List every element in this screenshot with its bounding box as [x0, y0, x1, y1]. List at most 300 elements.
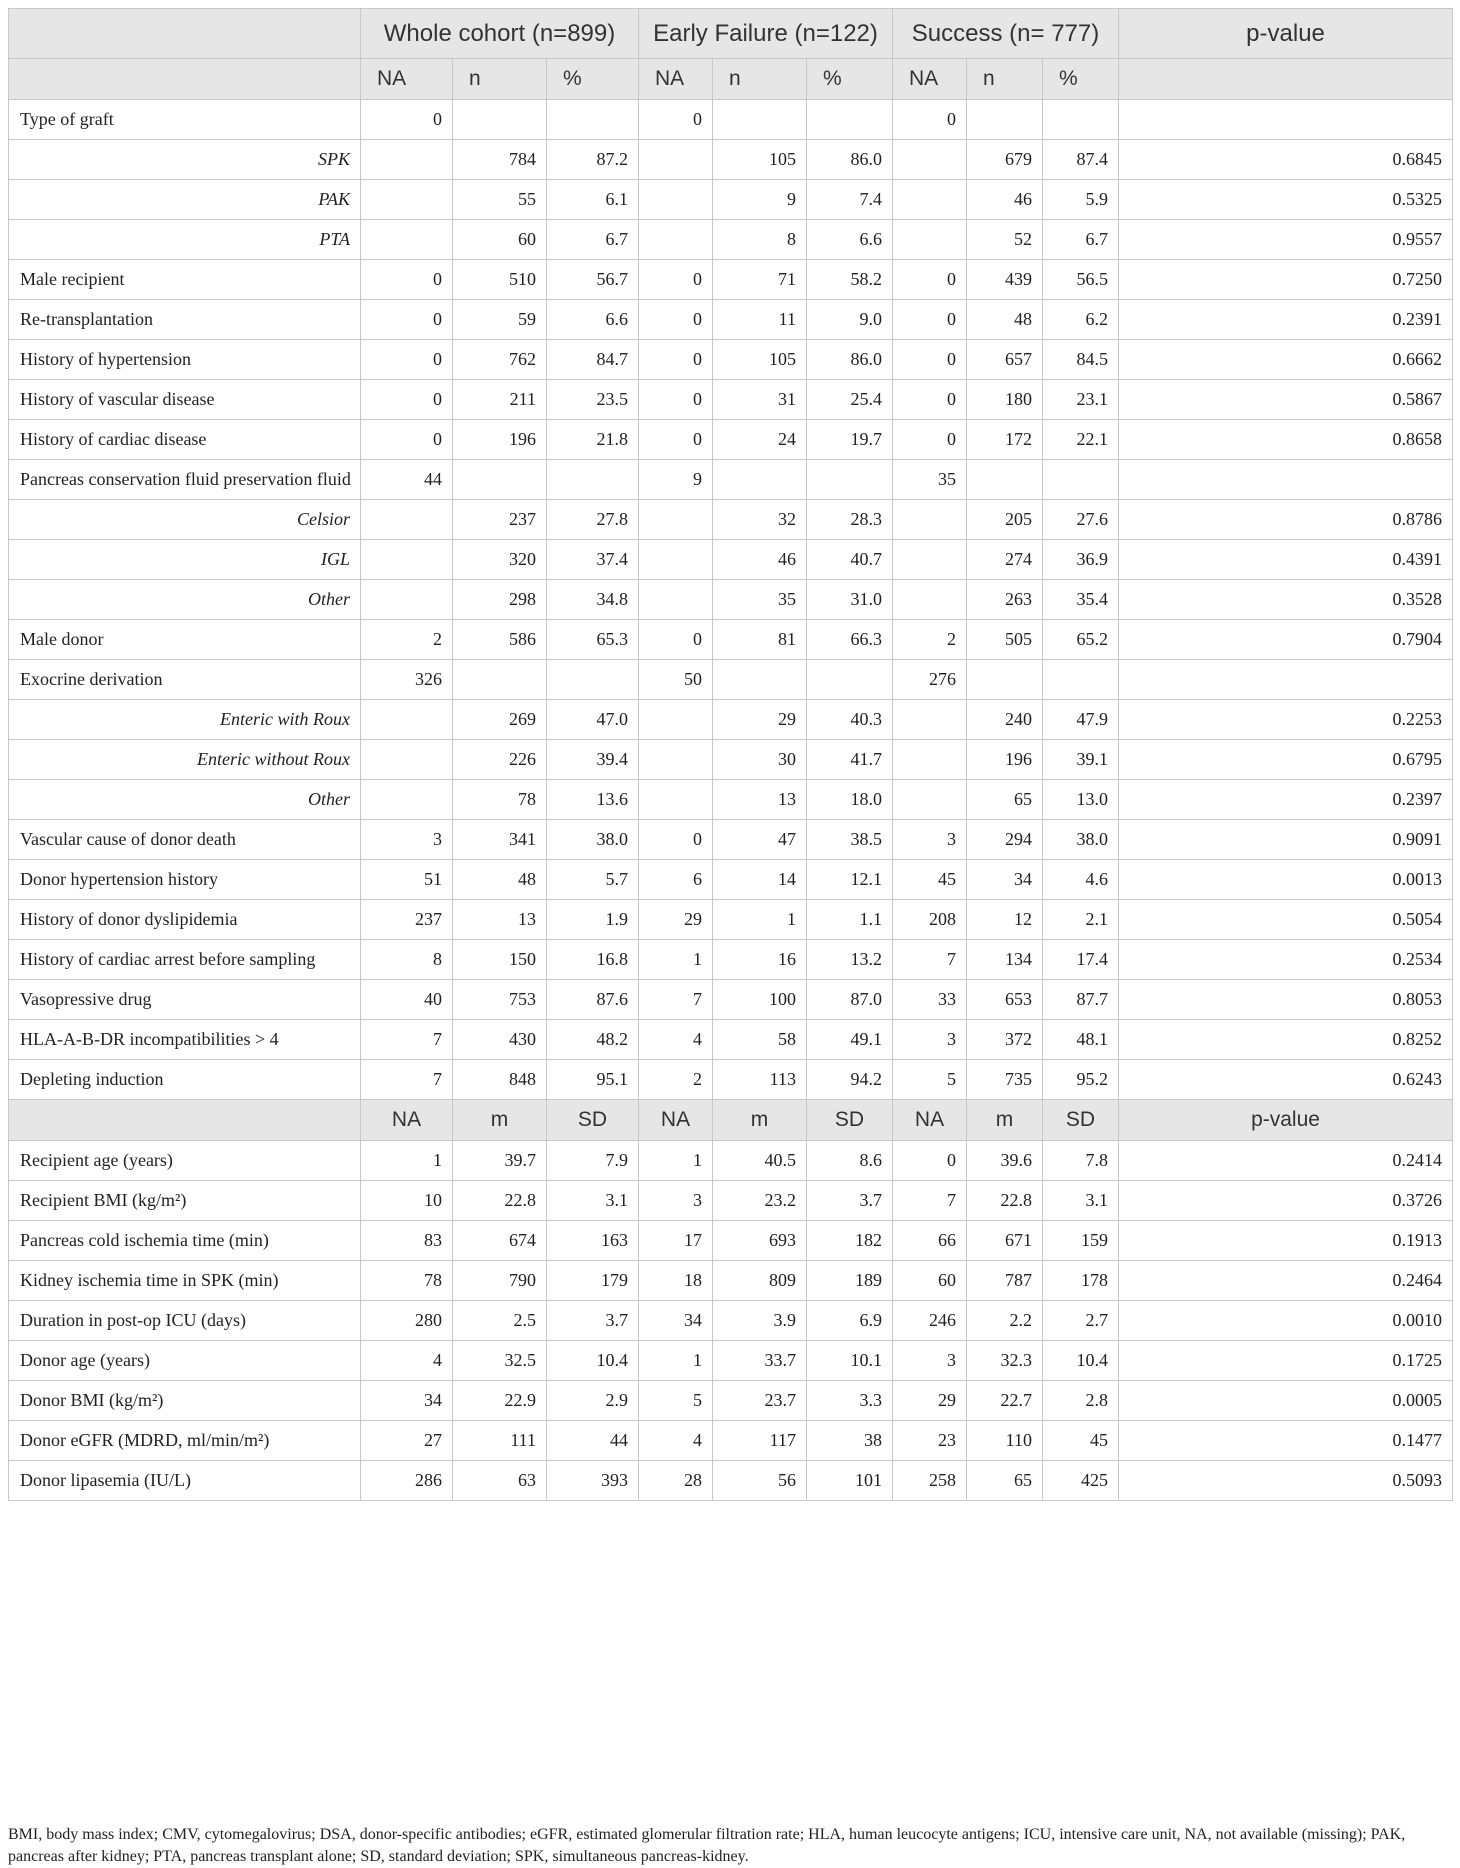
- table-cell: 8: [713, 220, 807, 260]
- table-cell: 0.7250: [1119, 260, 1453, 300]
- table-cell: 87.0: [807, 980, 893, 1020]
- subheader-empty-cell: [9, 1100, 361, 1141]
- table-cell: [639, 220, 713, 260]
- table-cell: [361, 740, 453, 780]
- row-label: History of donor dyslipidemia: [9, 900, 361, 940]
- table-cell: 180: [967, 380, 1043, 420]
- table-cell: 95.1: [547, 1060, 639, 1100]
- table-cell: 4: [639, 1421, 713, 1461]
- table-cell: 59: [453, 300, 547, 340]
- row-label: History of cardiac disease: [9, 420, 361, 460]
- table-cell: [713, 460, 807, 500]
- table-cell: 16.8: [547, 940, 639, 980]
- table-cell: 0.1725: [1119, 1341, 1453, 1381]
- table-cell: 0.9091: [1119, 820, 1453, 860]
- table-cell: 9: [713, 180, 807, 220]
- table-cell: [639, 780, 713, 820]
- subheader-cell: n: [967, 59, 1043, 100]
- row-label: Enteric with Roux: [9, 700, 361, 740]
- table-cell: 38.5: [807, 820, 893, 860]
- table-cell: 27: [361, 1421, 453, 1461]
- table-cell: 0: [893, 340, 967, 380]
- row-label: Duration in post-op ICU (days): [9, 1301, 361, 1341]
- row-label: PTA: [9, 220, 361, 260]
- table-cell: 58: [713, 1020, 807, 1060]
- row-label: Vascular cause of donor death: [9, 820, 361, 860]
- subheader-cell: NA: [893, 1100, 967, 1141]
- table-cell: 29: [713, 700, 807, 740]
- table-cell: 5: [893, 1060, 967, 1100]
- table-cell: 341: [453, 820, 547, 860]
- table-cell: 5: [639, 1381, 713, 1421]
- table-cell: 0.3528: [1119, 580, 1453, 620]
- table-cell: [967, 100, 1043, 140]
- table-cell: [807, 660, 893, 700]
- table-cell: 0: [639, 100, 713, 140]
- table-cell: [1043, 460, 1119, 500]
- table-cell: [361, 220, 453, 260]
- row-label: Male donor: [9, 620, 361, 660]
- table-cell: 45: [1043, 1421, 1119, 1461]
- subheader-empty-cell: [9, 59, 361, 100]
- table-cell: 0.8252: [1119, 1020, 1453, 1060]
- table-cell: 23.1: [1043, 380, 1119, 420]
- table-cell: 787: [967, 1261, 1043, 1301]
- table-cell: 2.7: [1043, 1301, 1119, 1341]
- table-cell: 7: [639, 980, 713, 1020]
- table-footnote: BMI, body mass index; CMV, cytomegalovirus; DSA, donor-specific antibodies; eGFR, estimated glomerular filtration rate; HLA, human leucocyte antigens; ICU, intensive care unit, NA, not available (missing); PAK, pancreas after kidney; PTA, pancreas transplant alone; SD, standard deviation; SPK, simultaneous pancreas-kidney.: [8, 1826, 1406, 1865]
- table-cell: 51: [361, 860, 453, 900]
- table-cell: 269: [453, 700, 547, 740]
- row-label: Pancreas cold ischemia time (min): [9, 1221, 361, 1261]
- table-row: [9, 500, 1453, 540]
- table-cell: 32.3: [967, 1341, 1043, 1381]
- table-cell: 0: [361, 260, 453, 300]
- table-cell: [893, 740, 967, 780]
- table-cell: [639, 740, 713, 780]
- table-cell: 0: [639, 620, 713, 660]
- group-header-row: [9, 9, 1453, 59]
- table-cell: 0.2464: [1119, 1261, 1453, 1301]
- table-cell: 372: [967, 1020, 1043, 1060]
- table-cell: 7: [361, 1020, 453, 1060]
- table-cell: 274: [967, 540, 1043, 580]
- row-label: PAK: [9, 180, 361, 220]
- table-cell: 33: [893, 980, 967, 1020]
- table-cell: 205: [967, 500, 1043, 540]
- table-cell: 28: [639, 1461, 713, 1501]
- row-label: Depleting induction: [9, 1060, 361, 1100]
- table-cell: 0.5867: [1119, 380, 1453, 420]
- table-cell: [713, 660, 807, 700]
- table-row: [9, 100, 1453, 140]
- table-cell: 693: [713, 1221, 807, 1261]
- subheader-cell: NA: [893, 59, 967, 100]
- table-row: [9, 1181, 1453, 1221]
- table-cell: 10.4: [1043, 1341, 1119, 1381]
- table-cell: [547, 100, 639, 140]
- table-cell: 3.9: [713, 1301, 807, 1341]
- table-cell: 40: [361, 980, 453, 1020]
- table-cell: 78: [361, 1261, 453, 1301]
- table-cell: 8: [361, 940, 453, 980]
- table-cell: 56: [713, 1461, 807, 1501]
- row-label: HLA-A-B-DR incompatibilities > 4: [9, 1020, 361, 1060]
- table-cell: 4: [361, 1341, 453, 1381]
- table-cell: 47: [713, 820, 807, 860]
- table-cell: 35: [893, 460, 967, 500]
- header-whole-cohort: Whole cohort (n=899): [361, 9, 639, 59]
- table-cell: 182: [807, 1221, 893, 1261]
- table-cell: 84.5: [1043, 340, 1119, 380]
- subheader-cell: %: [807, 59, 893, 100]
- table-cell: 17.4: [1043, 940, 1119, 980]
- table-cell: 0.8053: [1119, 980, 1453, 1020]
- table-cell: 0.8658: [1119, 420, 1453, 460]
- table-cell: [713, 100, 807, 140]
- table-cell: [361, 700, 453, 740]
- table-cell: 6.2: [1043, 300, 1119, 340]
- table-cell: 7.8: [1043, 1141, 1119, 1181]
- table-cell: 3: [361, 820, 453, 860]
- table-cell: 0.2414: [1119, 1141, 1453, 1181]
- table-cell: 23.2: [713, 1181, 807, 1221]
- table-cell: 32: [713, 500, 807, 540]
- table-cell: 6.7: [1043, 220, 1119, 260]
- row-label: Re-transplantation: [9, 300, 361, 340]
- table-cell: 0.0010: [1119, 1301, 1453, 1341]
- table-cell: 790: [453, 1261, 547, 1301]
- table-cell: 6.6: [547, 300, 639, 340]
- table-cell: 3.7: [547, 1301, 639, 1341]
- table-cell: 65.2: [1043, 620, 1119, 660]
- table-cell: 40.3: [807, 700, 893, 740]
- table-cell: 0.3726: [1119, 1181, 1453, 1221]
- table-cell: 65: [967, 780, 1043, 820]
- table-cell: 2: [639, 1060, 713, 1100]
- table-cell: 39.1: [1043, 740, 1119, 780]
- row-label: Type of graft: [9, 100, 361, 140]
- table-cell: 0: [893, 420, 967, 460]
- categorical-subheader-row: [9, 59, 1453, 100]
- table-cell: [547, 660, 639, 700]
- table-cell: 0: [639, 380, 713, 420]
- table-cell: 65: [967, 1461, 1043, 1501]
- table-cell: 46: [713, 540, 807, 580]
- table-cell: 27.6: [1043, 500, 1119, 540]
- table-row: [9, 780, 1453, 820]
- table-cell: 2.5: [453, 1301, 547, 1341]
- table-cell: 393: [547, 1461, 639, 1501]
- table-cell: 36.9: [1043, 540, 1119, 580]
- row-label: SPK: [9, 140, 361, 180]
- table-cell: 60: [453, 220, 547, 260]
- table-cell: 24: [713, 420, 807, 460]
- table-cell: 94.2: [807, 1060, 893, 1100]
- table-cell: 7: [893, 940, 967, 980]
- table-cell: 44: [361, 460, 453, 500]
- table-cell: 0.5325: [1119, 180, 1453, 220]
- table-cell: 105: [713, 140, 807, 180]
- table-cell: 33.7: [713, 1341, 807, 1381]
- table-cell: 0: [893, 100, 967, 140]
- table-cell: 179: [547, 1261, 639, 1301]
- table-cell: 178: [1043, 1261, 1119, 1301]
- subheader-cell: SD: [1043, 1100, 1119, 1141]
- table-row: [9, 700, 1453, 740]
- table-cell: 1: [713, 900, 807, 940]
- subheader-cell: NA: [639, 59, 713, 100]
- table-cell: 87.6: [547, 980, 639, 1020]
- table-cell: 172: [967, 420, 1043, 460]
- table-cell: 35: [713, 580, 807, 620]
- header-success: Success (n= 777): [893, 9, 1119, 59]
- table-cell: 5.7: [547, 860, 639, 900]
- subheader-empty-cell: [1119, 59, 1453, 100]
- table-row: [9, 460, 1453, 500]
- table-cell: 0.4391: [1119, 540, 1453, 580]
- table-cell: 0: [893, 300, 967, 340]
- table-cell: 163: [547, 1221, 639, 1261]
- table-cell: 196: [453, 420, 547, 460]
- table-cell: 44: [547, 1421, 639, 1461]
- table-body: [9, 9, 1453, 1501]
- table-cell: 226: [453, 740, 547, 780]
- table-cell: 78: [453, 780, 547, 820]
- table-cell: 674: [453, 1221, 547, 1261]
- table-cell: 0: [639, 300, 713, 340]
- table-cell: 13: [713, 780, 807, 820]
- table-row: [9, 380, 1453, 420]
- table-row: [9, 620, 1453, 660]
- table-cell: 45: [893, 860, 967, 900]
- table-cell: [807, 100, 893, 140]
- table-cell: 0: [893, 380, 967, 420]
- table-cell: 34: [967, 860, 1043, 900]
- table-row: [9, 1060, 1453, 1100]
- table-cell: 189: [807, 1261, 893, 1301]
- header-p-value: p-value: [1119, 9, 1453, 59]
- table-cell: 34: [639, 1301, 713, 1341]
- table-cell: 5.9: [1043, 180, 1119, 220]
- table-cell: [893, 540, 967, 580]
- table-cell: 263: [967, 580, 1043, 620]
- table-cell: [967, 460, 1043, 500]
- table-cell: [1119, 460, 1453, 500]
- table-cell: 0.2391: [1119, 300, 1453, 340]
- row-label: History of cardiac arrest before sampling: [9, 940, 361, 980]
- table-cell: 134: [967, 940, 1043, 980]
- table-cell: [639, 540, 713, 580]
- table-cell: 28.3: [807, 500, 893, 540]
- table-cell: 18.0: [807, 780, 893, 820]
- table-cell: 58.2: [807, 260, 893, 300]
- table-cell: 56.7: [547, 260, 639, 300]
- table-cell: 2.1: [1043, 900, 1119, 940]
- row-label: Recipient age (years): [9, 1141, 361, 1181]
- table-cell: 0.6845: [1119, 140, 1453, 180]
- row-label: Donor lipasemia (IU/L): [9, 1461, 361, 1501]
- table-cell: 11: [713, 300, 807, 340]
- table-cell: 23.7: [713, 1381, 807, 1421]
- table-row: [9, 1381, 1453, 1421]
- table-cell: 425: [1043, 1461, 1119, 1501]
- table-cell: 258: [893, 1461, 967, 1501]
- table-cell: 208: [893, 900, 967, 940]
- table-cell: 49.1: [807, 1020, 893, 1060]
- table-row: [9, 580, 1453, 620]
- row-label: Enteric without Roux: [9, 740, 361, 780]
- table-cell: 6.1: [547, 180, 639, 220]
- table-cell: 13.0: [1043, 780, 1119, 820]
- table-cell: 13.2: [807, 940, 893, 980]
- row-label: Donor hypertension history: [9, 860, 361, 900]
- table-cell: 17: [639, 1221, 713, 1261]
- table-cell: 27.8: [547, 500, 639, 540]
- table-row: [9, 940, 1453, 980]
- table-row: [9, 1020, 1453, 1060]
- table-cell: 84.7: [547, 340, 639, 380]
- table-cell: 0: [361, 340, 453, 380]
- table-cell: 38.0: [547, 820, 639, 860]
- table-cell: 4: [639, 1020, 713, 1060]
- table-cell: 320: [453, 540, 547, 580]
- table-cell: 2.9: [547, 1381, 639, 1421]
- table-cell: [361, 540, 453, 580]
- table-cell: 34: [361, 1381, 453, 1421]
- table-cell: [639, 580, 713, 620]
- table-cell: 679: [967, 140, 1043, 180]
- row-label: Pancreas conservation fluid preservation fluid: [9, 460, 361, 500]
- row-label: Kidney ischemia time in SPK (min): [9, 1261, 361, 1301]
- table-cell: 60: [893, 1261, 967, 1301]
- table-cell: [893, 780, 967, 820]
- table-cell: 110: [967, 1421, 1043, 1461]
- table-cell: 150: [453, 940, 547, 980]
- table-cell: 6.6: [807, 220, 893, 260]
- table-cell: 0.1477: [1119, 1421, 1453, 1461]
- table-row: [9, 340, 1453, 380]
- table-row: [9, 900, 1453, 940]
- table-cell: 3.1: [547, 1181, 639, 1221]
- table-cell: [893, 580, 967, 620]
- table-cell: 2: [361, 620, 453, 660]
- table-cell: 280: [361, 1301, 453, 1341]
- table-cell: 22.9: [453, 1381, 547, 1421]
- table-cell: [361, 140, 453, 180]
- table-cell: 0: [639, 420, 713, 460]
- row-label: Other: [9, 580, 361, 620]
- table-row: [9, 980, 1453, 1020]
- table-cell: 1.9: [547, 900, 639, 940]
- table-cell: 1: [639, 1341, 713, 1381]
- cohort-characteristics-table: [8, 8, 1453, 1501]
- table-cell: 83: [361, 1221, 453, 1261]
- subheader-cell: m: [453, 1100, 547, 1141]
- table-cell: 848: [453, 1060, 547, 1100]
- table-cell: 653: [967, 980, 1043, 1020]
- table-cell: 13.6: [547, 780, 639, 820]
- table-cell: 1.1: [807, 900, 893, 940]
- table-cell: 0: [361, 380, 453, 420]
- table-cell: [1043, 100, 1119, 140]
- table-cell: 735: [967, 1060, 1043, 1100]
- table-cell: 30: [713, 740, 807, 780]
- row-label: IGL: [9, 540, 361, 580]
- table-cell: 18: [639, 1261, 713, 1301]
- table-cell: 505: [967, 620, 1043, 660]
- row-label: Recipient BMI (kg/m²): [9, 1181, 361, 1221]
- table-cell: [639, 500, 713, 540]
- table-cell: [639, 700, 713, 740]
- table-cell: 10: [361, 1181, 453, 1221]
- table-cell: 6: [639, 860, 713, 900]
- row-label: History of hypertension: [9, 340, 361, 380]
- table-row: [9, 540, 1453, 580]
- table-cell: 31.0: [807, 580, 893, 620]
- table-cell: 0.1913: [1119, 1221, 1453, 1261]
- subheader-cell: NA: [361, 1100, 453, 1141]
- table-cell: 19.7: [807, 420, 893, 460]
- table-row: [9, 300, 1453, 340]
- table-cell: 0.6795: [1119, 740, 1453, 780]
- table-cell: 0.5054: [1119, 900, 1453, 940]
- subheader-cell: n: [713, 59, 807, 100]
- table-cell: 439: [967, 260, 1043, 300]
- table-cell: 29: [893, 1381, 967, 1421]
- table-cell: 0.5093: [1119, 1461, 1453, 1501]
- table-cell: 0.7904: [1119, 620, 1453, 660]
- table-cell: 2: [893, 620, 967, 660]
- table-cell: 0.6243: [1119, 1060, 1453, 1100]
- table-cell: 10.4: [547, 1341, 639, 1381]
- subheader-cell: NA: [639, 1100, 713, 1141]
- table-cell: 0: [639, 260, 713, 300]
- table-cell: 21.8: [547, 420, 639, 460]
- subheader-cell: %: [1043, 59, 1119, 100]
- table-cell: 0: [893, 260, 967, 300]
- table-cell: 9: [639, 460, 713, 500]
- table-row: [9, 220, 1453, 260]
- table-cell: 39.7: [453, 1141, 547, 1181]
- table-cell: 196: [967, 740, 1043, 780]
- table-cell: [807, 460, 893, 500]
- table-row: [9, 860, 1453, 900]
- table-cell: 237: [453, 500, 547, 540]
- table-row: [9, 740, 1453, 780]
- table-cell: 276: [893, 660, 967, 700]
- row-label: Celsior: [9, 500, 361, 540]
- row-label: Donor age (years): [9, 1341, 361, 1381]
- table-cell: 31: [713, 380, 807, 420]
- table-cell: [1119, 100, 1453, 140]
- table-cell: 7: [893, 1181, 967, 1221]
- table-cell: 2.8: [1043, 1381, 1119, 1421]
- table-cell: [1119, 660, 1453, 700]
- table-cell: 1: [639, 1141, 713, 1181]
- table-cell: 3.7: [807, 1181, 893, 1221]
- table-cell: 3: [639, 1181, 713, 1221]
- table-cell: 16: [713, 940, 807, 980]
- table-row: [9, 1301, 1453, 1341]
- table-cell: [453, 660, 547, 700]
- table-cell: 71: [713, 260, 807, 300]
- table-cell: 430: [453, 1020, 547, 1060]
- table-cell: 56.5: [1043, 260, 1119, 300]
- table-cell: 111: [453, 1421, 547, 1461]
- table-cell: 12.1: [807, 860, 893, 900]
- table-cell: 0: [361, 420, 453, 460]
